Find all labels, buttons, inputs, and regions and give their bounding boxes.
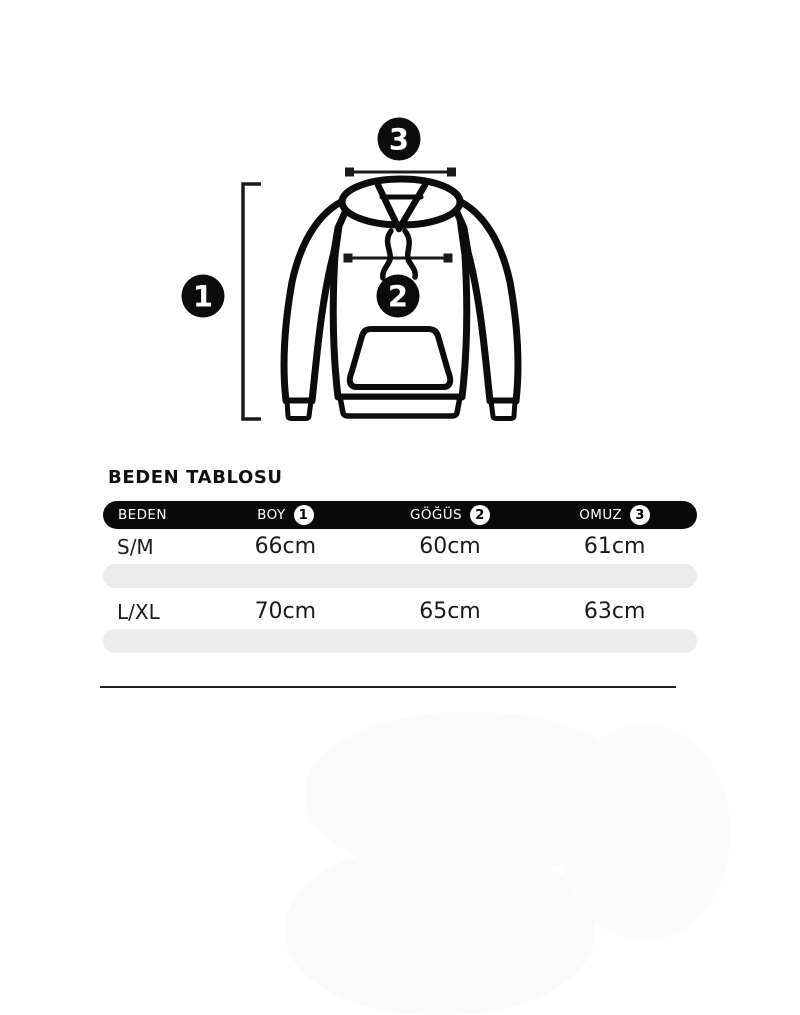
table-row-lxl [103,594,697,629]
boy-value: 66cm [254,534,317,559]
marker-2-badge [377,275,420,318]
size-chart [103,467,697,653]
header-marker-2: 2 [470,505,490,525]
marker-2-number: 2 [387,279,409,314]
bottom-divider [100,686,676,688]
hoodie-right-cuff [491,401,515,419]
stripe-row [103,564,697,588]
header-omuz-label: OMUZ [579,507,623,523]
hoodie-left-cuff [287,401,311,419]
omuz-value: 61cm [583,534,646,559]
marker-1-number: 1 [192,279,214,314]
gogus-value: 60cm [419,534,481,559]
hoodie-hem-band [340,397,460,416]
shoulder-measure-line [345,168,456,177]
header-boy-label: BOY [257,507,286,523]
boy-value: 70cm [254,599,317,624]
header-omuz [532,505,697,525]
gogus-value: 65cm [419,599,481,624]
header-boy [203,505,368,525]
header-beden [103,507,203,523]
marker-3-number: 3 [388,122,410,157]
hoodie-kangaroo-pocket [350,329,451,387]
size-label: L/XL [117,599,160,624]
watermark-blob [285,845,595,1015]
size-chart-title: BEDEN TABLOSU [108,467,283,488]
header-gogus-label: GÖĞÜS [409,507,462,523]
size-chart-header-row [103,501,697,529]
length-bracket [243,184,261,419]
marker-3-badge [378,118,421,161]
size-label: S/M [117,534,154,559]
header-marker-1: 1 [294,505,314,525]
watermark-blob [560,725,730,940]
header-marker-3: 3 [630,505,650,525]
hoodie-measurement-diagram [0,0,800,460]
marker-1-badge [182,275,225,318]
table-row-sm [103,529,697,564]
omuz-value: 63cm [583,599,646,624]
header-gogus [368,505,533,525]
hoodie-hood [342,179,460,225]
stripe-row [103,629,697,653]
header-beden-label: BEDEN [118,507,167,523]
